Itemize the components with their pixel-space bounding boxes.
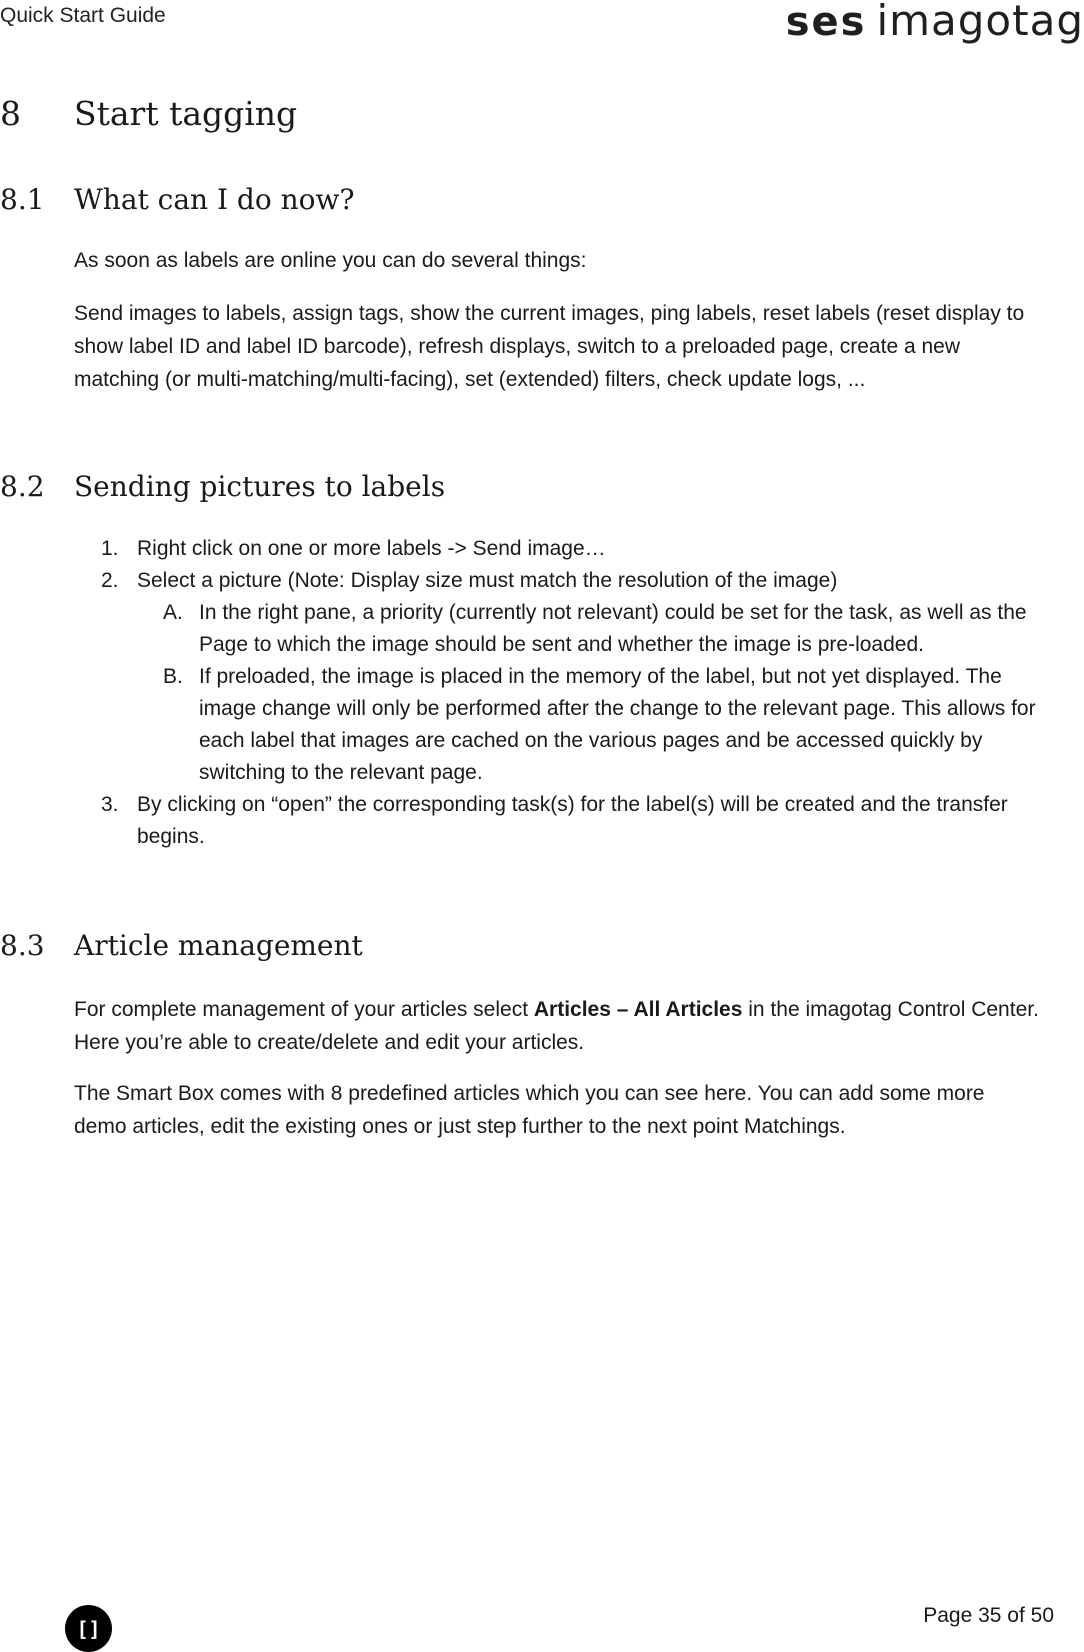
list-marker: 1. — [101, 537, 119, 560]
paragraph-article-management — [74, 993, 1069, 1059]
heading-text: Article management — [74, 929, 363, 962]
sub-list-marker: A. — [163, 601, 183, 624]
heading-text: What can I do now? — [74, 183, 355, 216]
heading-section-8-2 — [0, 470, 445, 503]
menu-path-bold: Articles – All Articles — [533, 998, 743, 1021]
sub-list-item — [74, 661, 1064, 789]
list-item — [74, 533, 1064, 565]
doc-title: Quick Start Guide — [0, 4, 166, 27]
heading-number: 8.3 — [0, 929, 45, 962]
logo-bold-text: ses — [785, 0, 867, 45]
paragraph-intro: As soon as labels are online you can do several things: — [74, 249, 587, 272]
sub-list — [137, 597, 1064, 789]
list-item-text: By clicking on “open” the corresponding task(s) for the label(s) will be created and the transfer begins. — [137, 793, 1008, 848]
heading-text: Sending pictures to labels — [74, 470, 446, 503]
heading-number: 8.2 — [0, 470, 45, 503]
paragraph-smart-box: The Smart Box comes with 8 predefined articles which you can see here. You can add some more demo articles, edit the existing ones or just step further to the next point Matchings. — [74, 1082, 985, 1138]
list-item — [74, 789, 1064, 853]
heading-number: 8 — [0, 94, 21, 133]
heading-section-8-1 — [0, 183, 354, 216]
heading-section-8-3 — [0, 929, 363, 962]
logo-light-text: imagotag — [876, 0, 1084, 45]
paragraph-text: For complete management of your articles select — [74, 998, 534, 1021]
paragraph-text: in the imagotag Control Center. Here you’re able to create/delete and edit your articles. — [74, 998, 1039, 1054]
sub-list-marker: B. — [163, 665, 183, 688]
steps-list — [74, 533, 1064, 853]
list-item-text: Select a picture (Note: Display size must match the resolution of the image) — [137, 569, 838, 592]
sub-list-item — [74, 597, 1064, 661]
list-item — [74, 565, 1064, 789]
heading-text: Start tagging — [74, 94, 298, 133]
sub-list-item-text: In the right pane, a priority (currently not relevant) could be set for the task, as well as the Page to which the image should be sent and whether the image is pre-loaded. — [199, 601, 1027, 656]
brand-logo — [786, 0, 1084, 48]
footer-logo-icon: [] — [65, 1605, 112, 1652]
heading-section-8 — [0, 94, 297, 133]
list-marker: 3. — [101, 793, 119, 816]
list-marker: 2. — [101, 569, 119, 592]
page-number: Page 35 of 50 — [923, 1604, 1054, 1627]
sub-list-item-text: If preloaded, the image is placed in the memory of the label, but not yet displayed. The image change will only be performed after the change to the relevant page. This allows for each label that images are cached on the various pages and be accessed quickly by switching to the relevant page. — [199, 665, 1036, 784]
heading-number: 8.1 — [0, 183, 45, 216]
list-item-text: Right click on one or more labels -> Send image… — [137, 537, 606, 560]
paragraph-actions: Send images to labels, assign tags, show the current images, ping labels, reset labels (reset display to show label ID and label ID barcode), refresh displays, switch to a preloaded page, create a new matching (or multi-matching/multi-facing), set (extended) filters, check update logs, ... — [74, 302, 1025, 391]
